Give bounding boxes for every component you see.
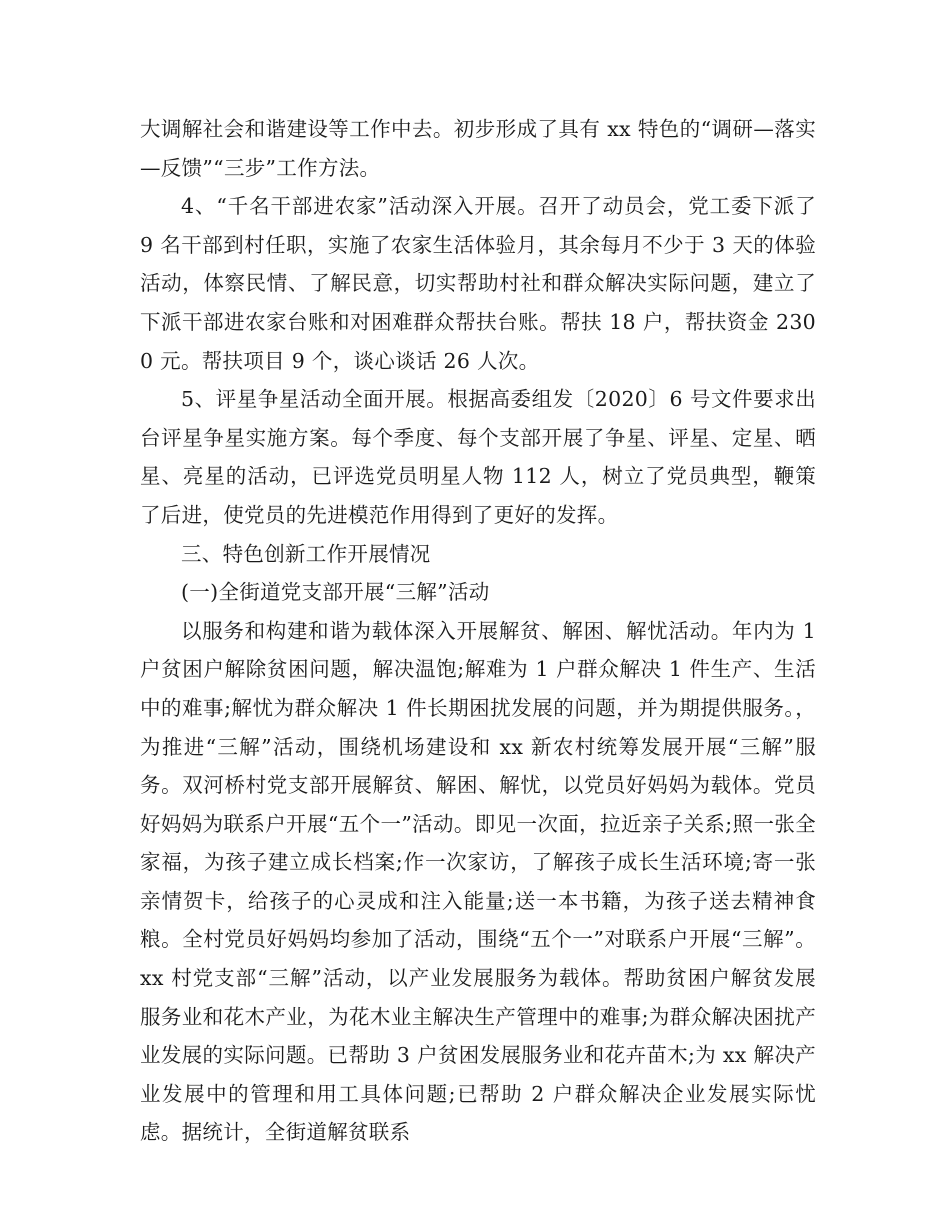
paragraph: 大调解社会和谐建设等工作中去。初步形成了具有 xx 特色的“调研—落实—反馈”“三步”工作方法。 bbox=[140, 117, 816, 180]
paragraph: 三、特色创新工作开展情况 bbox=[181, 541, 431, 566]
document-body bbox=[140, 110, 816, 1152]
paragraph: 4、“千名干部进农家”活动深入开展。召开了动员会，党工委下派了 9 名干部到村任职，实施了农家生活体验月，其余每月不少于 3 天的体验活动，体察民情、了解民意，切实帮助村社和群众解决实际问题，建立了下派干部进农家台账和对困难群众帮扶台账。帮扶 18 户，帮扶资金 2300 元。帮扶项目 9 个，谈心谈话 26 人次。 bbox=[140, 194, 816, 373]
paragraph: 以服务和构建和谐为载体深入开展解贫、解困、解忧活动。年内为 1 户贫困户解除贫困问题，解决温饱;解难为 1 户群众解决 1 件生产、生活中的难事;解忧为群众解决 1 件长期困扰发展的问题，并为期提供服务。，为推进“三解”活动，围绕机场建设和 xx 新农村统筹发展开展“三解”服务。双河桥村党支部开展解贫、解困、解忧，以党员好妈妈为载体。党员好妈妈为联系户开展“五个一”活动。即见一次面，拉近亲子关系;照一张全家福，为孩子建立成长档案;作一次家访，了解孩子成长生活环境;寄一张亲情贺卡，给孩子的心灵成和注入能量;送一本书籍，为孩子送去精神食粮。全村党员好妈妈均参加了活动，围绕“五个一”对联系户开展“三解”。xx 村党支部“三解”活动，以产业发展服务为载体。帮助贫困户解贫发展服务业和花木产业，为花木业主解决生产管理中的难事;为群众解决困扰产业发展的实际问题。已帮助 3 户贫困发展服务业和花卉苗木;为 xx 解决产业发展中的管理和用工具体问题;已帮助 2 户群众解决企业发展实际忧虑。据统计，全街道解贫联系 bbox=[140, 618, 816, 1145]
paragraph: (一)全街道党支部开展“三解”活动 bbox=[181, 580, 490, 605]
paragraph: 5、评星争星活动全面开展。根据高委组发〔2020〕6 号文件要求出台评星争星实施方案。每个季度、每个支部开展了争星、评星、定星、晒星、亮星的活动，已评选党员明星人物 112 人，树立了党员典型，鞭策了后进，使党员的先进模范作用得到了更好的发挥。 bbox=[140, 387, 816, 527]
